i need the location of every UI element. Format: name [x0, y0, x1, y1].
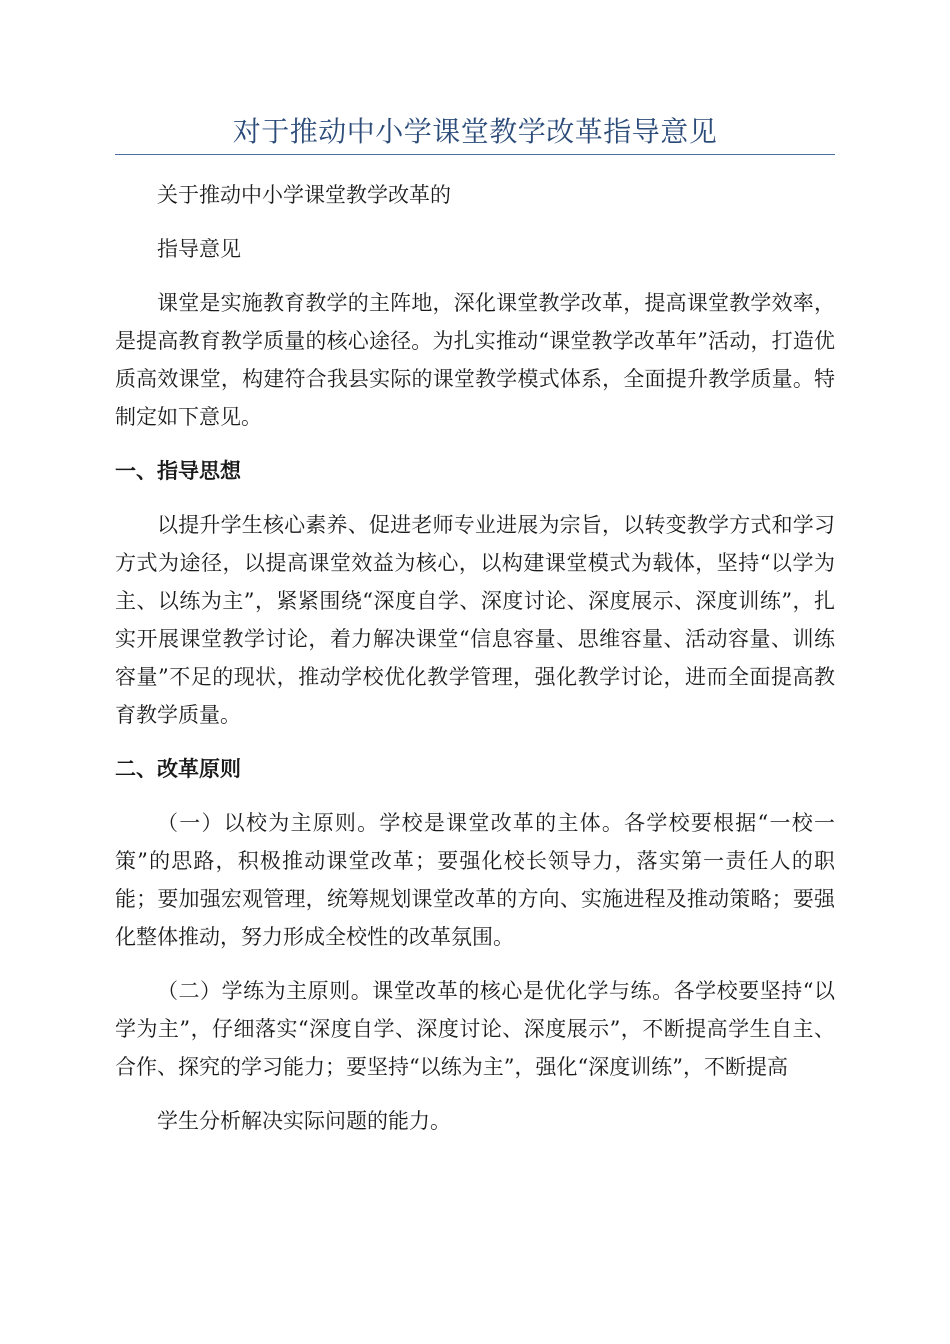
guiding-ideology-paragraph: 以提升学生核心素养、促进老师专业进展为宗旨，以转变教学方式和学习方式为途径，以提高课堂效益为核心，以构建课堂模式为载体，坚持“以学为主、以练为主”，紧紧围绕“深度自学、深度讨论、深度展示、深度训练”，扎实开展课堂教学讨论，着力解决课堂“信息容量、思维容量、活动容量、训练容量”不足的现状，推动学校优化教学管理，强化教学讨论，进而全面提高教育教学质量。 — [115, 513, 835, 727]
section-heading-guiding-ideology: 一、指导思想 — [115, 459, 241, 483]
section-heading-reform-principles: 二、改革原则 — [115, 757, 241, 781]
intro-paragraph: 课堂是实施教育教学的主阵地，深化课堂教学改革，提高课堂教学效率，是提高教育教学质量的核心途径。为扎实推动“课堂教学改革年”活动，打造优质高效课堂，构建符合我县实际的课堂教学模式体系，全面提升教学质量。特制定如下意见。 — [115, 291, 835, 429]
document-title: 对于推动中小学课堂教学改革指导意见 — [232, 115, 718, 148]
subtitle-line-2: 指导意见 — [157, 237, 241, 261]
title-underline-divider — [115, 154, 835, 155]
document-body — [115, 176, 835, 1140]
principle-1-paragraph: （一）以校为主原则。学校是课堂改革的主体。各学校要根据“一校一策”的思路，积极推动课堂改革；要强化校长领导力，落实第一责任人的职能；要加强宏观管理，统筹规划课堂改革的方向、实施进程及推动策略；要强化整体推动，努力形成全校性的改革氛围。 — [115, 811, 835, 949]
principle-2-paragraph: （二）学练为主原则。课堂改革的核心是优化学与练。各学校要坚持“以学为主”，仔细落实“深度自学、深度讨论、深度展示”，不断提高学生自主、合作、探究的学习能力；要坚持“以练为主”，强化“深度训练”，不断提高 — [115, 979, 835, 1079]
principle-2-continuation: 学生分析解决实际问题的能力。 — [157, 1109, 451, 1133]
subtitle-line-1: 关于推动中小学课堂教学改革的 — [157, 183, 451, 207]
